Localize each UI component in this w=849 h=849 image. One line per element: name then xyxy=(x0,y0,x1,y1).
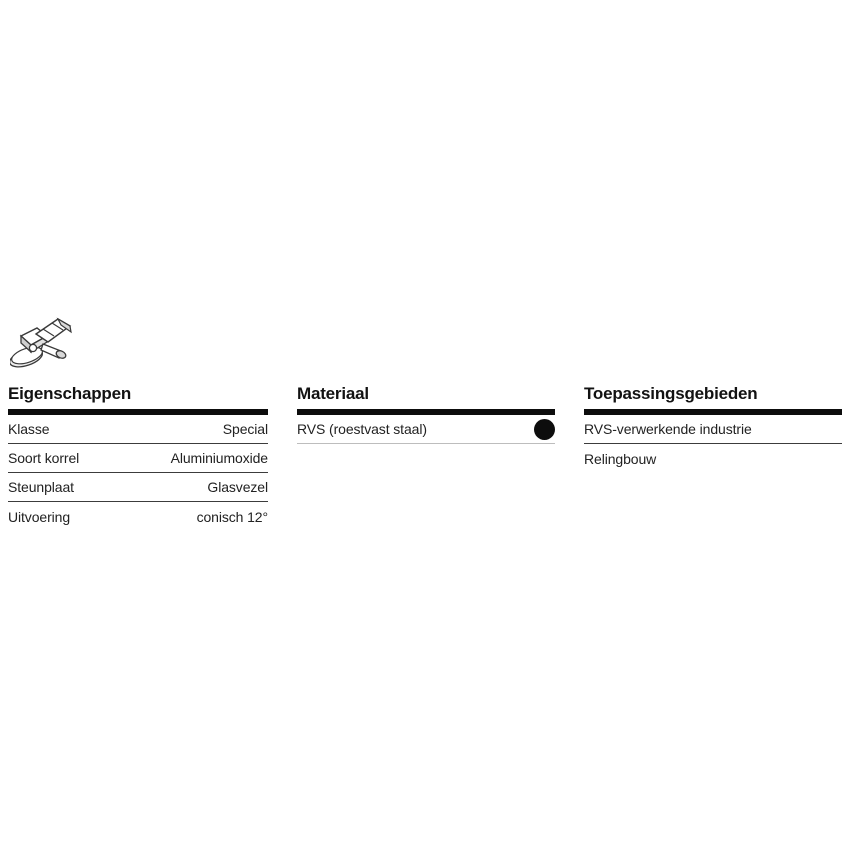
applications-table xyxy=(584,415,842,473)
properties-section xyxy=(8,313,268,531)
property-row xyxy=(8,415,268,444)
application-label: Relingbouw xyxy=(584,450,657,467)
application-row xyxy=(584,444,842,473)
product-spec-sheet xyxy=(8,313,842,531)
property-row xyxy=(8,444,268,473)
material-label: RVS (roestvast staal) xyxy=(297,421,427,437)
property-value: Special xyxy=(222,421,268,437)
angle-grinder-icon xyxy=(10,315,80,379)
product-icon-slot xyxy=(8,313,268,381)
material-title: Materiaal xyxy=(297,384,369,403)
material-section xyxy=(297,313,555,531)
property-label: Klasse xyxy=(8,421,50,437)
filled-circle-icon xyxy=(534,419,555,440)
property-row xyxy=(8,502,268,531)
application-label: RVS-verwerkende industrie xyxy=(584,421,752,437)
applications-section xyxy=(584,313,842,531)
applications-icon-slot xyxy=(584,313,842,381)
applications-title: Toepassingsgebieden xyxy=(584,384,758,403)
property-label: Soort korrel xyxy=(8,450,80,466)
property-value: conisch 12° xyxy=(196,508,268,525)
material-row xyxy=(297,415,555,444)
property-value: Aluminiumoxide xyxy=(170,450,268,466)
property-label: Uitvoering xyxy=(8,508,71,525)
property-value: Glasvezel xyxy=(207,479,268,495)
material-table xyxy=(297,415,555,444)
properties-table xyxy=(8,415,268,531)
application-row xyxy=(584,415,842,444)
material-icon-slot xyxy=(297,313,555,381)
properties-title: Eigenschappen xyxy=(8,384,132,403)
property-row xyxy=(8,473,268,502)
property-label: Steunplaat xyxy=(8,479,74,495)
